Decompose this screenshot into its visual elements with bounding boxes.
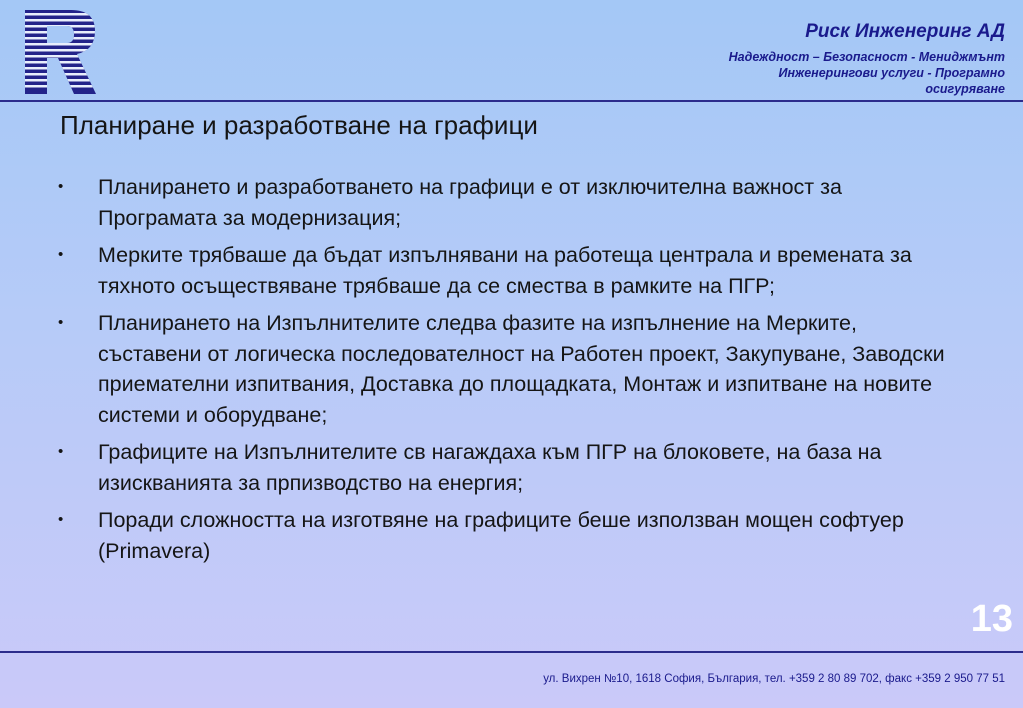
company-logo-icon <box>25 10 97 94</box>
company-header <box>729 20 1005 97</box>
bullet-icon: • <box>58 314 64 331</box>
page-number: 13 <box>970 598 1013 640</box>
bullet-list <box>58 172 958 573</box>
bullet-text: Планирането и разработването на графици е от изключителна важност за Програмата за модернизация; <box>98 175 842 230</box>
company-tagline-1: Надеждност – Безопасност - Мениджмънт <box>728 50 1005 64</box>
footer-address: ул. Вихрен №10, 1618 София, България, тел. +359 2 80 89 702, факс +359 2 950 77 51 <box>543 673 1005 685</box>
bullet-text: Мерките трябваше да бъдат изпълнявани на работеща централа и времената за тяхното осъществяване трябваше да се смества в рамките на ПГР; <box>98 243 912 298</box>
company-tagline-2: Инженерингови услуги - Програмно <box>778 66 1005 80</box>
company-name: Риск Инженеринг АД <box>805 21 1005 42</box>
list-item <box>58 172 958 233</box>
slide-title: Планиране и разработване на графици <box>60 110 538 140</box>
bullet-icon: • <box>58 511 64 528</box>
bullet-icon: • <box>58 246 64 263</box>
list-item <box>58 505 958 566</box>
company-tagline-3: осигуряване <box>925 82 1005 96</box>
bullet-icon: • <box>58 178 64 195</box>
bullet-text: Планирането на Изпълнителите следва фазите на изпълнение на Мерките, съставени от логическа последователност на Работен проект, Закупуване, Заводски приемателни изпитвания, Доставка до площадката, Монтаж и изпитване на новите системи и оборудване; <box>98 311 945 427</box>
list-item <box>58 240 958 301</box>
bullet-icon: • <box>58 443 64 460</box>
header-divider <box>0 100 1023 102</box>
bullet-text: Поради сложността на изготвяне на графиците беше използван мощен софтуер (Primavera) <box>98 508 904 563</box>
list-item <box>58 308 958 430</box>
footer-divider <box>0 651 1023 653</box>
list-item <box>58 437 958 498</box>
bullet-text: Графиците на Изпълнителите св нагаждаха към ПГР на блоковете, на база на изискванията за прпизводство на енергия; <box>98 440 882 495</box>
